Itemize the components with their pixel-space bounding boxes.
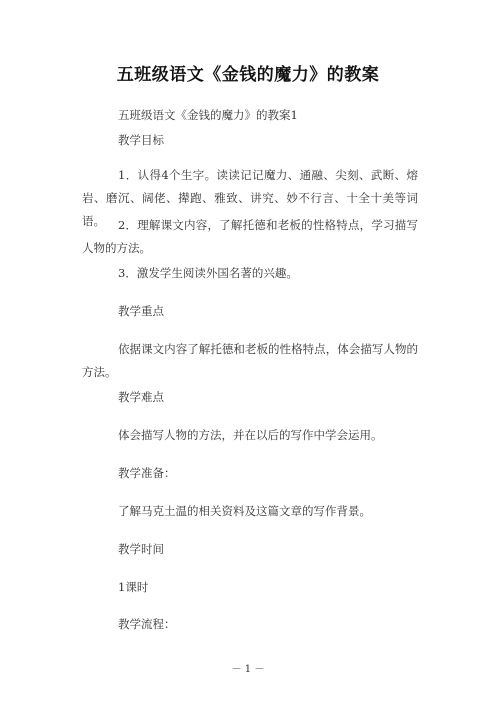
page-number: － 1 －: [231, 664, 265, 675]
section-heading-time: 教学时间: [118, 542, 164, 556]
objective-1: 1．认得4个生字。读读记记魔力、通融、尖刻、武断、熔岩、磨沉、阔佬、撵跑、雅致、讲究、妙不行言、十全十美等词语。: [82, 168, 418, 228]
section-heading-preparation: 教学准备：: [118, 466, 176, 480]
lesson-plan-heading: 五班级语文《金钱的魔力》的教案1: [118, 108, 298, 122]
difficulties-text: 体会描写人物的方法，并在以后的写作中学会运用。: [118, 428, 383, 442]
section-heading-key-points: 教学重点: [118, 304, 164, 318]
objective-2: 2．理解课文内容，了解托德和老板的性格特点，学习描写人物的方法。: [82, 218, 418, 255]
time-text: 1课时: [118, 580, 149, 594]
section-heading-objectives: 教学目标: [118, 133, 164, 147]
section-heading-difficulties: 教学难点: [118, 390, 164, 404]
preparation-text: 了解马克土温的相关资料及这篇文章的写作背景。: [118, 504, 371, 518]
document-title: 五班级语文《金钱的魔力》的教案: [116, 65, 380, 85]
objective-3: 3．激发学生阅读外国名著的兴趣。: [118, 266, 298, 280]
key-points-text: 依据课文内容了解托德和老板的性格特点，体会描写人物的方法。: [82, 342, 418, 379]
section-heading-procedure: 教学流程：: [118, 617, 176, 631]
